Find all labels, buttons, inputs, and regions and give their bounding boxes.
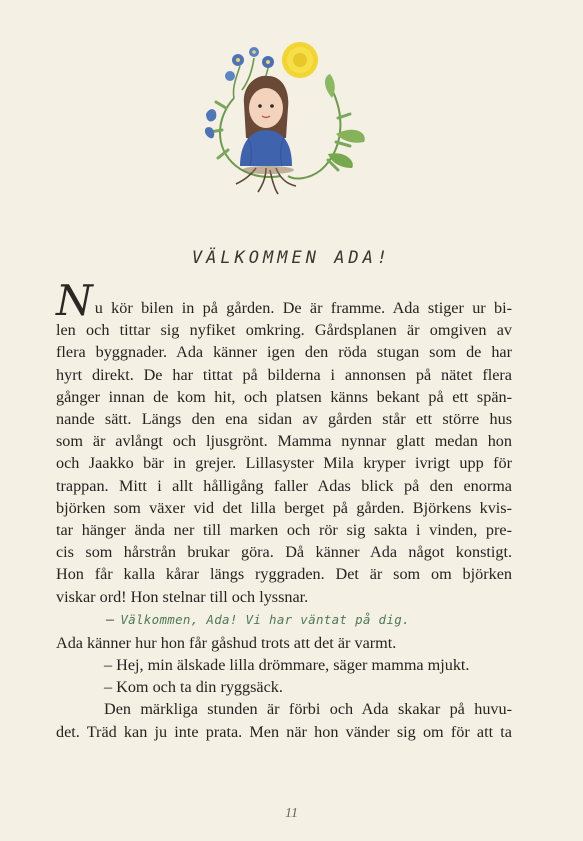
text-line: som är avlångt och ljusgrönt. Mamma nynnar glatt medan hon [56,432,512,451]
text-line: len och tittar sig nyfiket omkring. Gårdsplanen är omgiven av [56,321,512,340]
dandelion-icon [282,42,318,78]
text-line: Ada känner hur hon får gåshud trots att det är varmt. [56,633,397,652]
text-line: och Jaakko bär in grejer. Lillasyster Mila kryper ivrigt upp för [56,454,512,473]
story-body [56,276,512,743]
chapter-title: VÄLKOMMEN ADA! [191,248,392,268]
drop-cap: N [56,276,93,325]
text-line: det. Träd kan ju inte prata. Men när hon vänder sig om för att ta [56,722,512,741]
text-line: Hon får kalla kårar längs ryggraden. Det är som om björken [56,565,512,584]
text-line: nande sätt. Längs den ena sidan av gården står ett större hus [56,410,512,429]
text-line: hyrt direkt. De har tittat på bilderna i annonsen på nätet flera [56,365,512,384]
page-number: 11 [285,806,298,821]
whisper-text: Välkommen, Ada! Vi har väntat på dig. [120,611,410,627]
text-line: viskar ord! Hon stelnar till och lyssnar. [56,587,309,606]
text-line: cis som hårstrån brukar göra. Då känner Ada något konstigt. [56,543,512,562]
paragraph-first-line: Nu kör bilen in på gården. De är framme. Ada stiger ur bi- [56,276,512,325]
whisper-line [56,608,512,632]
dialogue-line: – Hej, min älskade lilla drömmare, säger mamma mjukt. [104,656,470,675]
dialogue-line: – Kom och ta din ryggsäck. [104,678,283,697]
dialogue-dash: – [106,610,115,628]
text-line: tar hänger ända ner till marken och rör sig sakta i vinden, pre- [56,521,512,540]
text-line: björken som växer vid det lilla berget på gården. Björkens kvis- [56,498,512,517]
illustration-girl-with-flower-wreath [196,38,376,196]
text-line: gånger innan de kom hit, och platsen känns bekant på ett spän- [56,387,512,406]
paragraph-first-line: Den märkliga stunden är förbi och Ada skakar på huvu- [104,700,512,719]
text-line: trappan. Mitt i allt hålligång faller Adas blick på den enorma [56,476,512,495]
text-line: flera byggnader. Ada känner igen den röda stugan som de har [56,343,512,362]
